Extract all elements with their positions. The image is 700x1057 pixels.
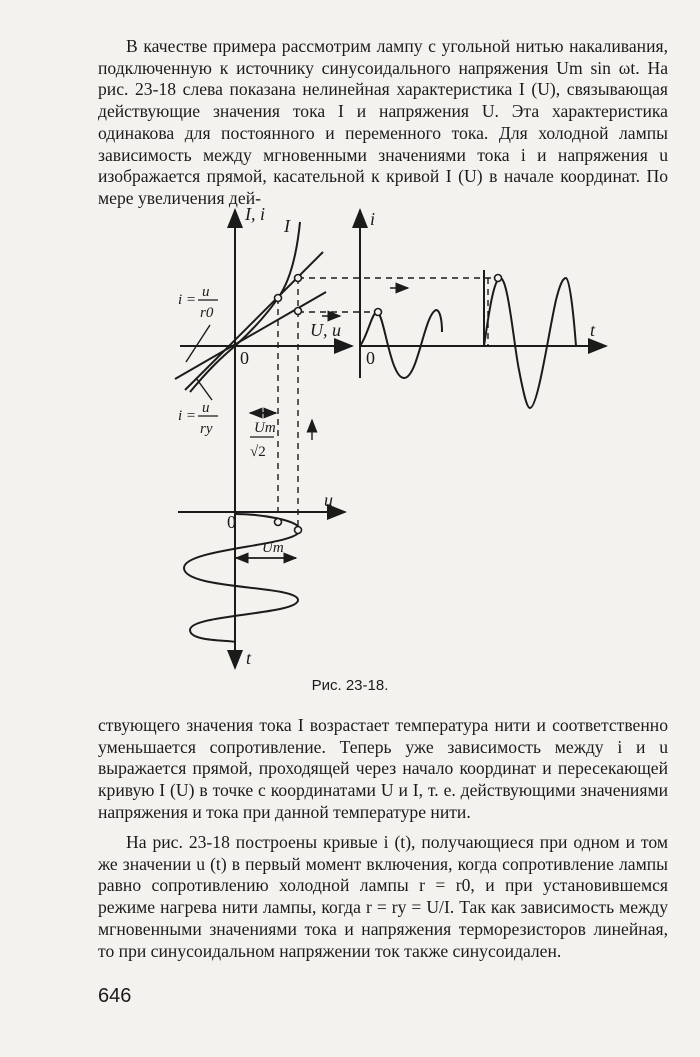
label-origin-bottom: 0 <box>227 512 236 532</box>
label-ry-num: u <box>202 400 210 416</box>
label-frac-Um: Um <box>254 420 276 436</box>
figure-23-18 <box>0 200 700 675</box>
label-r0-den: r0 <box>200 305 214 321</box>
paragraph-2: ствующего значения тока I возрастает температура нити и соответственно уменьшается сопротивление. Теперь уже зависимость между i и u выражается прямой, проходящей через начало координат и пересекающей кривую I (U) в точке с координатами U и I, т. е. действующими значениями напряжения и тока при данной температуре нити. <box>98 715 668 822</box>
label-bottom-t: t <box>246 648 252 668</box>
page-number: 646 <box>98 985 132 1007</box>
label-axis-u: u <box>324 490 333 510</box>
line-r0 <box>185 252 323 390</box>
label-axis-t: t <box>590 320 596 340</box>
label-origin-left: 0 <box>240 348 249 368</box>
label-origin-right: 0 <box>366 348 375 368</box>
label-eq-ry: i = <box>178 408 197 424</box>
label-curve-I: I <box>284 216 290 236</box>
label-frac-sqrt2: √2 <box>250 444 266 460</box>
paragraph-1: В качестве примера рассмотрим лампу с угольной нитью накаливания, подключенную к источнику синусоидального напряжения Um sin ωt. На рис. 23-18 слева показана нелинейная характеристика I (U), связывающая действующие значения тока I и напряжения U. Эта характеристика одинакова для постоянного и переменного тока. Для холодной лампы зависимость между мгновенными значениями тока i и напряжения u изображается прямой, касательной к кривой I (U) в начале координат. По мере увеличения дей- <box>98 36 668 208</box>
line-ry <box>175 292 326 379</box>
label-r0-num: u <box>202 284 210 300</box>
label-axis-i: i <box>370 209 376 229</box>
label-eq-r0: i = <box>178 292 197 308</box>
label-Um: Um <box>262 540 284 556</box>
label-axis-U-u: U, u <box>310 320 341 340</box>
paragraph-3: На рис. 23-18 построены кривые i (t), получающиеся при одном и том же значении u (t) в первый момент включения, когда сопротивление лампы равно сопротивлению холодной лампы r = r0, и при установившемся режиме нагрева нити лампы, когда r = rу = U/I. Так как зависимость между мгновенными значениями тока и напряжения терморезисторов линейная, то при синусоидальном напряжении ток также синусоидален. <box>98 832 668 961</box>
label-axis-I-i: I, i <box>245 204 265 224</box>
label-ry-den: rу <box>200 421 213 437</box>
figure-caption: Рис. 23-18. <box>311 677 389 694</box>
sine-large <box>484 278 576 408</box>
sine-u-t <box>184 514 300 642</box>
